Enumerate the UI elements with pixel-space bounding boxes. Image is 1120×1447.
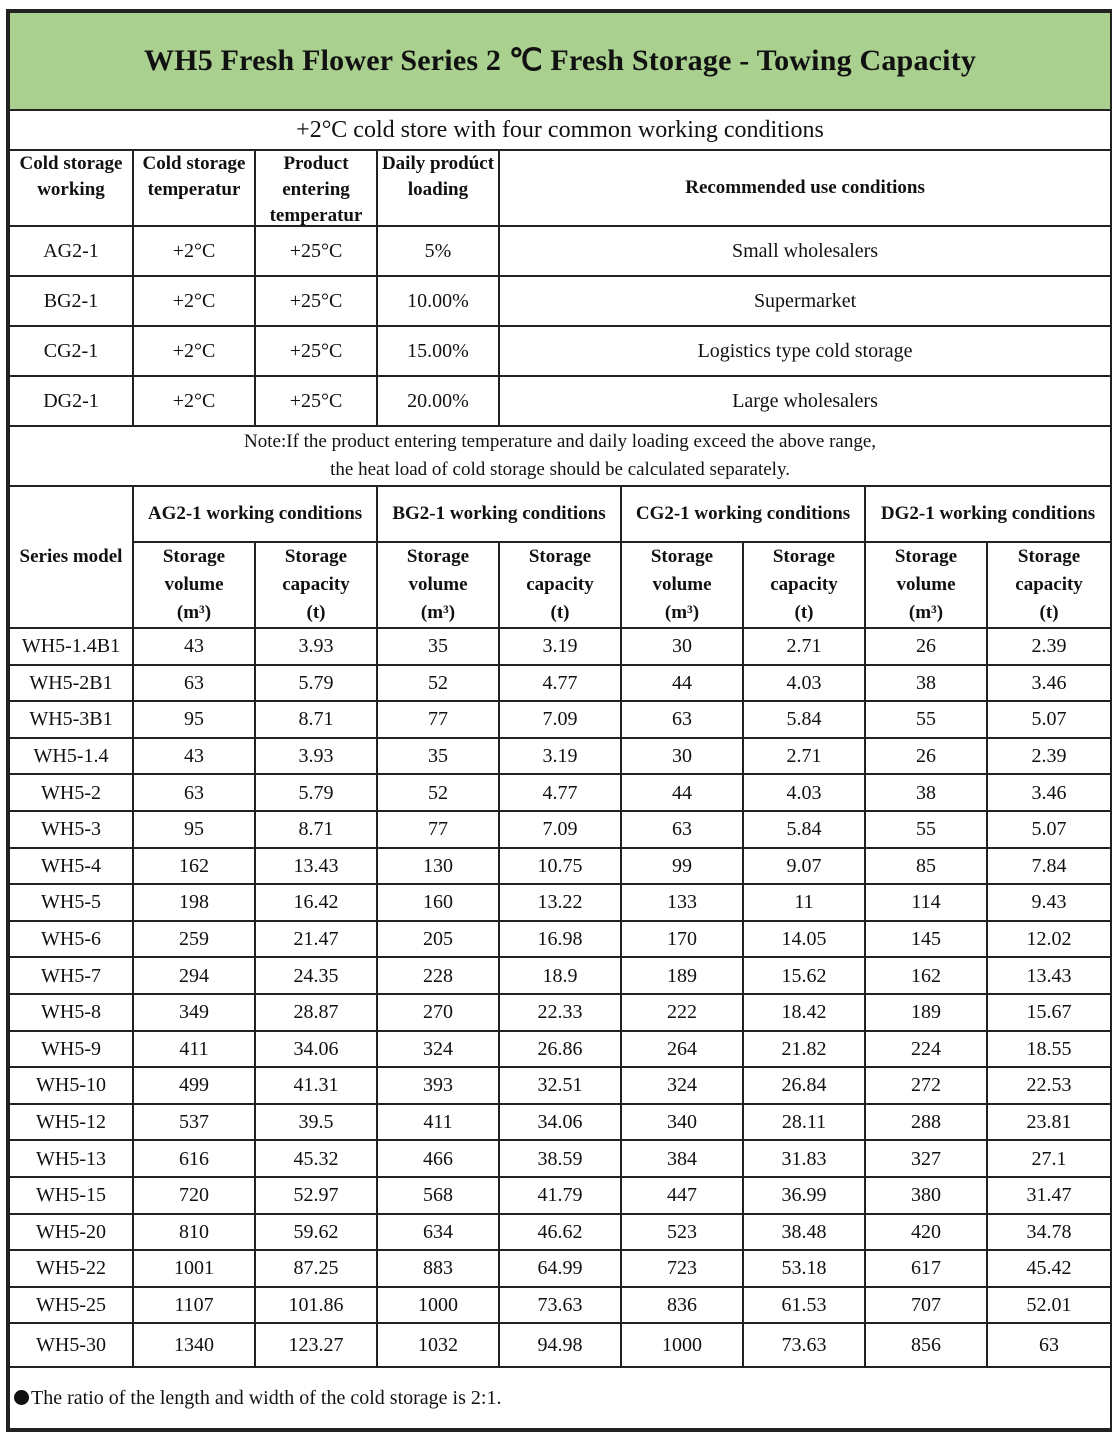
storage-volume-cell: 380: [865, 1177, 987, 1214]
storage-volume-cell: 1032: [377, 1323, 499, 1367]
subheader-line: (m³): [176, 602, 212, 623]
storage-capacity-cell: 27.1: [987, 1140, 1111, 1177]
condition-row: [9, 326, 1111, 376]
storage-volume-cell: 55: [865, 701, 987, 738]
storage-capacity-cell: 22.33: [499, 994, 621, 1031]
series-model-cell: WH5-20: [9, 1214, 133, 1251]
storage-volume-cell: 63: [621, 701, 743, 738]
storage-capacity-cell: 41.31: [255, 1067, 377, 1104]
storage-capacity-cell: 36.99: [743, 1177, 865, 1214]
series-model-cell: WH5-3B1: [9, 701, 133, 738]
subheader-storage-volume: [133, 542, 255, 628]
group-header-bg2-1: BG2-1 working conditions: [377, 486, 621, 542]
note-line-1: Note:If the product entering temperature and daily loading exceed the above range,: [244, 431, 877, 452]
storage-capacity-cell: 41.79: [499, 1177, 621, 1214]
storage-volume-cell: 1340: [133, 1323, 255, 1367]
storage-capacity-cell: 26.86: [499, 1031, 621, 1068]
storage-volume-cell: 466: [377, 1140, 499, 1177]
subheader-line: Storage: [650, 546, 714, 567]
header-recommended-use: Recommended use conditions: [499, 150, 1111, 226]
storage-capacity-cell: 34.78: [987, 1214, 1111, 1251]
storage-volume-cell: 77: [377, 701, 499, 738]
subheader-line: capacity: [770, 574, 838, 595]
storage-volume-cell: 272: [865, 1067, 987, 1104]
series-model-cell: WH5-6: [9, 921, 133, 958]
storage-volume-cell: 324: [621, 1067, 743, 1104]
table-row: [9, 1067, 1111, 1104]
storage-capacity-cell: 22.53: [987, 1067, 1111, 1104]
subheader-line: volume: [408, 574, 468, 595]
storage-volume-cell: 270: [377, 994, 499, 1031]
storage-capacity-cell: 7.84: [987, 848, 1111, 885]
subheader-line: Storage: [284, 546, 348, 567]
storage-capacity-cell: 87.25: [255, 1250, 377, 1287]
condition-code: BG2-1: [9, 276, 133, 326]
subheader-storage-volume: [377, 542, 499, 628]
storage-volume-cell: 224: [865, 1031, 987, 1068]
series-model-cell: WH5-3: [9, 811, 133, 848]
storage-capacity-cell: 10.75: [499, 848, 621, 885]
storage-volume-cell: 1107: [133, 1287, 255, 1324]
condition-row: [9, 226, 1111, 276]
storage-volume-cell: 38: [865, 774, 987, 811]
storage-volume-cell: 63: [133, 774, 255, 811]
storage-volume-cell: 810: [133, 1214, 255, 1251]
storage-capacity-cell: 14.05: [743, 921, 865, 958]
storage-volume-cell: 723: [621, 1250, 743, 1287]
subheader-storage-capacity: [499, 542, 621, 628]
storage-volume-cell: 634: [377, 1214, 499, 1251]
storage-volume-cell: 1000: [621, 1323, 743, 1367]
storage-volume-cell: 35: [377, 628, 499, 665]
subheader-line: capacity: [1015, 574, 1083, 595]
storage-volume-cell: 264: [621, 1031, 743, 1068]
storage-volume-cell: 1000: [377, 1287, 499, 1324]
storage-capacity-cell: 46.62: [499, 1214, 621, 1251]
storage-temp: +2°C: [133, 276, 255, 326]
series-model-cell: WH5-7: [9, 957, 133, 994]
storage-volume-cell: 52: [377, 665, 499, 702]
spec-sheet: [6, 9, 1112, 1432]
subheader-line: Storage: [406, 546, 470, 567]
subheader-line: Storage: [772, 546, 836, 567]
table-row: [9, 1177, 1111, 1214]
storage-capacity-cell: 45.42: [987, 1250, 1111, 1287]
storage-volume-cell: 617: [865, 1250, 987, 1287]
storage-temp: +2°C: [133, 376, 255, 426]
storage-capacity-cell: 13.22: [499, 884, 621, 921]
entering-temp: +25°C: [255, 376, 377, 426]
storage-capacity-cell: 8.71: [255, 811, 377, 848]
subheader-line: Storage: [162, 546, 226, 567]
table-row: [9, 1287, 1111, 1324]
storage-volume-cell: 568: [377, 1177, 499, 1214]
storage-volume-cell: 170: [621, 921, 743, 958]
table-row: [9, 1104, 1111, 1141]
storage-volume-cell: 160: [377, 884, 499, 921]
storage-volume-cell: 133: [621, 884, 743, 921]
table-row: [9, 628, 1111, 665]
storage-capacity-cell: 2.71: [743, 628, 865, 665]
group-header-dg2-1: DG2-1 working conditions: [865, 486, 1111, 542]
storage-capacity-cell: 4.77: [499, 665, 621, 702]
storage-volume-cell: 44: [621, 665, 743, 702]
storage-volume-cell: 537: [133, 1104, 255, 1141]
storage-volume-cell: 189: [865, 994, 987, 1031]
storage-volume-cell: 836: [621, 1287, 743, 1324]
condition-code: AG2-1: [9, 226, 133, 276]
table-row: [9, 884, 1111, 921]
storage-capacity-cell: 13.43: [255, 848, 377, 885]
table-row: [9, 1031, 1111, 1068]
table-row: [9, 1250, 1111, 1287]
storage-capacity-cell: 13.43: [987, 957, 1111, 994]
daily-loading: 20.00%: [377, 376, 499, 426]
storage-volume-cell: 349: [133, 994, 255, 1031]
storage-volume-cell: 35: [377, 738, 499, 775]
series-model-cell: WH5-1.4: [9, 738, 133, 775]
storage-capacity-cell: 3.19: [499, 738, 621, 775]
table-row: [9, 957, 1111, 994]
storage-capacity-cell: 64.99: [499, 1250, 621, 1287]
storage-capacity-cell: 53.18: [743, 1250, 865, 1287]
header-working-condition: Cold storage working: [9, 150, 133, 226]
series-model-cell: WH5-25: [9, 1287, 133, 1324]
recommended-use: Small wholesalers: [499, 226, 1111, 276]
entering-temp: +25°C: [255, 326, 377, 376]
capacity-group-header-row: [9, 486, 1111, 542]
subheader-line: (t): [794, 602, 814, 623]
series-model-cell: WH5-8: [9, 994, 133, 1031]
condition-code: DG2-1: [9, 376, 133, 426]
storage-volume-cell: 707: [865, 1287, 987, 1324]
storage-capacity-cell: 5.84: [743, 811, 865, 848]
storage-volume-cell: 883: [377, 1250, 499, 1287]
subheader-line: volume: [652, 574, 712, 595]
storage-capacity-table: [8, 11, 1112, 1430]
header-entering-temperature: Product entering temperatur: [255, 150, 377, 226]
storage-volume-cell: 228: [377, 957, 499, 994]
storage-volume-cell: 55: [865, 811, 987, 848]
storage-capacity-cell: 21.47: [255, 921, 377, 958]
table-row: [9, 738, 1111, 775]
storage-capacity-cell: 4.77: [499, 774, 621, 811]
storage-volume-cell: 95: [133, 701, 255, 738]
storage-volume-cell: 198: [133, 884, 255, 921]
storage-volume-cell: 288: [865, 1104, 987, 1141]
storage-temp: +2°C: [133, 326, 255, 376]
bullet-icon: [14, 1390, 29, 1405]
subheader-line: volume: [164, 574, 224, 595]
table-row: [9, 994, 1111, 1031]
group-header-ag2-1: AG2-1 working conditions: [133, 486, 377, 542]
storage-volume-cell: 30: [621, 628, 743, 665]
storage-volume-cell: 1001: [133, 1250, 255, 1287]
storage-capacity-cell: 3.93: [255, 628, 377, 665]
table-row: [9, 811, 1111, 848]
storage-volume-cell: 189: [621, 957, 743, 994]
storage-volume-cell: 95: [133, 811, 255, 848]
storage-volume-cell: 327: [865, 1140, 987, 1177]
subheader-line: Storage: [528, 546, 592, 567]
storage-volume-cell: 43: [133, 628, 255, 665]
storage-capacity-cell: 59.62: [255, 1214, 377, 1251]
storage-capacity-cell: 28.11: [743, 1104, 865, 1141]
series-model-cell: WH5-22: [9, 1250, 133, 1287]
storage-volume-cell: 411: [133, 1031, 255, 1068]
storage-volume-cell: 384: [621, 1140, 743, 1177]
storage-capacity-cell: 15.62: [743, 957, 865, 994]
subheader-line: (t): [550, 602, 570, 623]
storage-capacity-cell: 21.82: [743, 1031, 865, 1068]
subheader-line: (m³): [420, 602, 456, 623]
series-model-cell: WH5-15: [9, 1177, 133, 1214]
storage-volume-cell: 856: [865, 1323, 987, 1367]
table-row: [9, 1323, 1111, 1367]
subheader-line: volume: [896, 574, 956, 595]
storage-capacity-cell: 39.5: [255, 1104, 377, 1141]
storage-capacity-cell: 34.06: [255, 1031, 377, 1068]
series-model-cell: WH5-5: [9, 884, 133, 921]
storage-volume-cell: 63: [621, 811, 743, 848]
storage-volume-cell: 523: [621, 1214, 743, 1251]
storage-capacity-cell: 8.71: [255, 701, 377, 738]
series-model-cell: WH5-10: [9, 1067, 133, 1104]
page-title: WH5 Fresh Flower Series 2 ℃ Fresh Storage - Towing Capacity: [9, 12, 1111, 110]
header-series-model: Series model: [9, 486, 133, 628]
daily-loading: 15.00%: [377, 326, 499, 376]
subheader-line: (m³): [664, 602, 700, 623]
storage-capacity-cell: 38.48: [743, 1214, 865, 1251]
condition-row: [9, 376, 1111, 426]
storage-volume-cell: 340: [621, 1104, 743, 1141]
storage-capacity-cell: 63: [987, 1323, 1111, 1367]
storage-volume-cell: 499: [133, 1067, 255, 1104]
storage-volume-cell: 130: [377, 848, 499, 885]
series-model-cell: WH5-1.4B1: [9, 628, 133, 665]
daily-loading: 5%: [377, 226, 499, 276]
footer-text: The ratio of the length and width of the cold storage is 2:1.: [31, 1387, 502, 1410]
storage-capacity-cell: 18.42: [743, 994, 865, 1031]
storage-capacity-cell: 123.27: [255, 1323, 377, 1367]
storage-volume-cell: 114: [865, 884, 987, 921]
section-subtitle: +2°C cold store with four common working conditions: [9, 110, 1111, 150]
series-model-cell: WH5-4: [9, 848, 133, 885]
storage-capacity-cell: 7.09: [499, 701, 621, 738]
storage-volume-cell: 720: [133, 1177, 255, 1214]
storage-capacity-cell: 52.01: [987, 1287, 1111, 1324]
subheader-storage-capacity: [743, 542, 865, 628]
storage-capacity-cell: 4.03: [743, 665, 865, 702]
storage-capacity-cell: 52.97: [255, 1177, 377, 1214]
entering-temp: +25°C: [255, 226, 377, 276]
storage-capacity-cell: 5.79: [255, 774, 377, 811]
storage-capacity-cell: 24.35: [255, 957, 377, 994]
recommended-use: Large wholesalers: [499, 376, 1111, 426]
storage-capacity-cell: 12.02: [987, 921, 1111, 958]
storage-capacity-cell: 31.83: [743, 1140, 865, 1177]
storage-capacity-cell: 101.86: [255, 1287, 377, 1324]
storage-volume-cell: 447: [621, 1177, 743, 1214]
storage-volume-cell: 162: [133, 848, 255, 885]
capacity-subheader-row: [9, 542, 1111, 628]
table-row: [9, 665, 1111, 702]
storage-volume-cell: 43: [133, 738, 255, 775]
storage-capacity-cell: 5.07: [987, 811, 1111, 848]
subheader-line: (t): [306, 602, 326, 623]
storage-volume-cell: 44: [621, 774, 743, 811]
subheader-line: capacity: [526, 574, 594, 595]
conditions-header-row: [9, 150, 1111, 226]
storage-capacity-cell: 3.19: [499, 628, 621, 665]
storage-capacity-cell: 7.09: [499, 811, 621, 848]
storage-volume-cell: 26: [865, 738, 987, 775]
storage-capacity-cell: 34.06: [499, 1104, 621, 1141]
storage-capacity-cell: 32.51: [499, 1067, 621, 1104]
subheader-line: (t): [1039, 602, 1059, 623]
storage-volume-cell: 38: [865, 665, 987, 702]
table-row: [9, 1214, 1111, 1251]
storage-capacity-cell: 15.67: [987, 994, 1111, 1031]
storage-volume-cell: 294: [133, 957, 255, 994]
storage-capacity-cell: 73.63: [743, 1323, 865, 1367]
storage-capacity-cell: 2.39: [987, 738, 1111, 775]
note: [9, 426, 1111, 486]
series-model-cell: WH5-2B1: [9, 665, 133, 702]
storage-volume-cell: 222: [621, 994, 743, 1031]
storage-volume-cell: 616: [133, 1140, 255, 1177]
storage-capacity-cell: 31.47: [987, 1177, 1111, 1214]
storage-capacity-cell: 4.03: [743, 774, 865, 811]
recommended-use: Logistics type cold storage: [499, 326, 1111, 376]
storage-volume-cell: 63: [133, 665, 255, 702]
storage-capacity-cell: 16.98: [499, 921, 621, 958]
table-row: [9, 1140, 1111, 1177]
storage-capacity-cell: 5.07: [987, 701, 1111, 738]
storage-volume-cell: 420: [865, 1214, 987, 1251]
storage-volume-cell: 324: [377, 1031, 499, 1068]
daily-loading: 10.00%: [377, 276, 499, 326]
subheader-line: capacity: [282, 574, 350, 595]
storage-capacity-cell: 61.53: [743, 1287, 865, 1324]
storage-capacity-cell: 3.93: [255, 738, 377, 775]
note-line-2: the heat load of cold storage should be calculated separately.: [330, 459, 790, 480]
series-model-cell: WH5-2: [9, 774, 133, 811]
storage-capacity-cell: 18.9: [499, 957, 621, 994]
series-model-cell: WH5-13: [9, 1140, 133, 1177]
header-daily-loading: Daily prodúct loading: [377, 150, 499, 226]
entering-temp: +25°C: [255, 276, 377, 326]
subheader-line: (m³): [908, 602, 944, 623]
series-model-cell: WH5-30: [9, 1323, 133, 1367]
group-header-cg2-1: CG2-1 working conditions: [621, 486, 865, 542]
storage-capacity-cell: 26.84: [743, 1067, 865, 1104]
subheader-storage-volume: [865, 542, 987, 628]
storage-capacity-cell: 3.46: [987, 665, 1111, 702]
storage-volume-cell: 259: [133, 921, 255, 958]
storage-volume-cell: 85: [865, 848, 987, 885]
table-row: [9, 774, 1111, 811]
storage-capacity-cell: 18.55: [987, 1031, 1111, 1068]
storage-capacity-cell: 9.07: [743, 848, 865, 885]
storage-volume-cell: 77: [377, 811, 499, 848]
header-storage-temperature: Cold storage temperatur: [133, 150, 255, 226]
storage-capacity-cell: 23.81: [987, 1104, 1111, 1141]
condition-code: CG2-1: [9, 326, 133, 376]
table-row: [9, 921, 1111, 958]
storage-capacity-cell: 28.87: [255, 994, 377, 1031]
storage-volume-cell: 99: [621, 848, 743, 885]
recommended-use: Supermarket: [499, 276, 1111, 326]
table-row: [9, 701, 1111, 738]
storage-capacity-cell: 45.32: [255, 1140, 377, 1177]
storage-volume-cell: 26: [865, 628, 987, 665]
storage-capacity-cell: 2.71: [743, 738, 865, 775]
storage-volume-cell: 205: [377, 921, 499, 958]
storage-volume-cell: 393: [377, 1067, 499, 1104]
footer-note: [9, 1367, 1111, 1429]
condition-row: [9, 276, 1111, 326]
storage-capacity-cell: 16.42: [255, 884, 377, 921]
storage-volume-cell: 30: [621, 738, 743, 775]
storage-volume-cell: 145: [865, 921, 987, 958]
storage-capacity-cell: 11: [743, 884, 865, 921]
table-row: [9, 848, 1111, 885]
storage-capacity-cell: 5.79: [255, 665, 377, 702]
subheader-line: Storage: [1017, 546, 1081, 567]
subheader-storage-capacity: [987, 542, 1111, 628]
storage-capacity-cell: 3.46: [987, 774, 1111, 811]
storage-temp: +2°C: [133, 226, 255, 276]
series-model-cell: WH5-12: [9, 1104, 133, 1141]
storage-capacity-cell: 5.84: [743, 701, 865, 738]
subheader-line: Storage: [894, 546, 958, 567]
storage-capacity-cell: 2.39: [987, 628, 1111, 665]
storage-capacity-cell: 94.98: [499, 1323, 621, 1367]
storage-capacity-cell: 38.59: [499, 1140, 621, 1177]
storage-volume-cell: 411: [377, 1104, 499, 1141]
storage-volume-cell: 162: [865, 957, 987, 994]
storage-capacity-cell: 73.63: [499, 1287, 621, 1324]
subheader-storage-volume: [621, 542, 743, 628]
storage-volume-cell: 52: [377, 774, 499, 811]
subheader-storage-capacity: [255, 542, 377, 628]
series-model-cell: WH5-9: [9, 1031, 133, 1068]
storage-capacity-cell: 9.43: [987, 884, 1111, 921]
